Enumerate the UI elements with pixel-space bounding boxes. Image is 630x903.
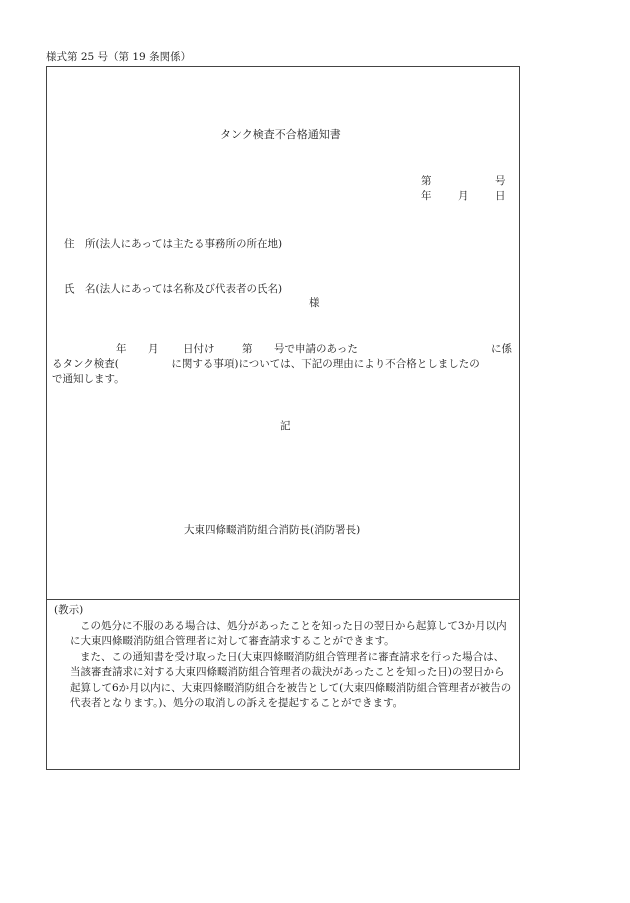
notice-heading: (教示)	[54, 604, 84, 616]
notice-form-frame	[46, 66, 520, 770]
body-number-prefix: 第	[242, 343, 253, 355]
body-month: 月	[148, 343, 159, 355]
body-application-text: 号で申請のあった	[274, 343, 358, 355]
body-relating-text: に係	[491, 343, 512, 355]
body-year: 年	[116, 343, 127, 355]
date-month: 月	[458, 190, 469, 202]
number-suffix: 号	[495, 175, 506, 187]
date-day: 日	[495, 190, 506, 202]
body-line-3: で通知します。	[52, 373, 125, 385]
address-label: 住 所(法人にあっては主たる事務所の所在地)	[64, 238, 283, 250]
number-prefix: 第	[421, 175, 432, 187]
body-date-suffix: 日付け	[183, 343, 215, 355]
date-year: 年	[421, 190, 432, 202]
document-title: タンク検査不合格通知書	[220, 128, 341, 141]
issuer-title: 大東四條畷消防組合消防長(消防署長)	[184, 524, 361, 536]
honorific: 様	[309, 297, 320, 309]
appeal-notice	[54, 603, 514, 712]
section-divider	[47, 599, 519, 600]
ki-marker: 記	[280, 420, 291, 432]
name-label: 氏 名(法人にあっては名称及び代表者の氏名)	[64, 283, 283, 295]
body-line-2: るタンク検査( に関する事項)については、下記の理由により不合格としましたの	[52, 358, 480, 370]
notice-paragraph-1: この処分に不服のある場合は、処分があったことを知った日の翌日から起算して3か月以内に大東四條畷消防組合管理者に対して審査請求することができます。	[70, 619, 507, 647]
form-number-label: 様式第 25 号（第 19 条関係）	[46, 51, 192, 63]
notice-paragraph-2: また、この通知書を受け取った日(大東四條畷消防組合管理者に審査請求を行った場合は、当該審査請求に対する大東四條畷消防組合管理者の裁決があったことを知った日)の翌日から起算して6か月以内に、大東四條畷消防組合を被告として(大東四條畷消防組合管理者が被告の代表者となります。)、処分の取消しの訴えを提起することができます。	[70, 650, 512, 709]
